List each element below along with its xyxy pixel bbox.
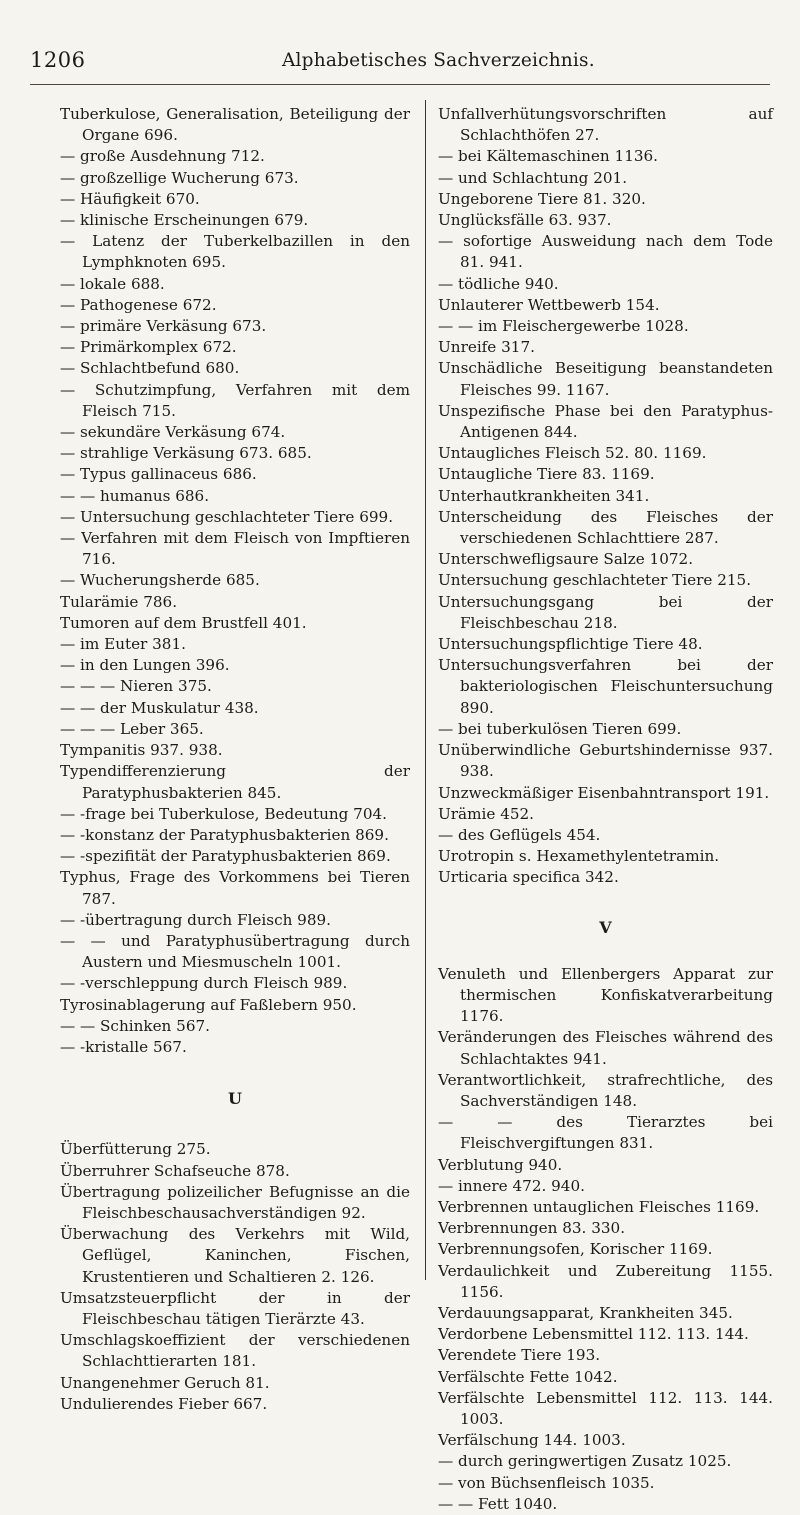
index-entry: — -konstanz der Paratyphusbakterien 869. (60, 825, 389, 844)
index-entry: Tularämie 786. (60, 592, 178, 611)
index-entry: — Verfahren mit dem Fleisch von Impftieren 716. (60, 529, 410, 569)
index-entry: — — des Tierarztes bei Fleischvergiftungen 831. (438, 1113, 773, 1153)
index-entry: — von Büchsenfleisch 1035. (438, 1473, 655, 1492)
index-entry: — durch geringwertigen Zusatz 1025. (438, 1452, 732, 1471)
index-entry: — Pathogenese 672. (60, 295, 217, 314)
index-entry: Verdaulichkeit und Zubereitung 1155. 1156. (438, 1261, 773, 1301)
index-entry: Überfütterung 275. (60, 1140, 211, 1159)
index-entry: — große Ausdehnung 712. (60, 147, 265, 166)
index-entry: Unschädliche Beseitigung beanstandeten Fleisches 99. 1167. (438, 359, 773, 399)
index-entry: — sekundäre Verkäsung 674. (60, 423, 286, 442)
index-entry: Verbrennen untauglichen Fleisches 1169. (438, 1197, 760, 1216)
index-entry: — -verschleppung durch Fleisch 989. (60, 974, 348, 993)
index-entry: — in den Lungen 396. (60, 656, 230, 675)
index-entry: Verbrennungen 83. 330. (438, 1219, 626, 1238)
index-entry: Urticaria specifica 342. (438, 868, 619, 887)
index-group-v (438, 964, 773, 1515)
index-entry: Unlauterer Wettbewerb 154. (438, 295, 660, 314)
index-entry: Urämie 452. (438, 804, 535, 823)
index-entry: Tumoren auf dem Brustfell 401. (60, 613, 307, 632)
page-header (30, 48, 770, 85)
index-entry: Tympanitis 937. 938. (60, 741, 223, 760)
index-entry: — -spezifität der Paratyphusbakterien 869. (60, 847, 391, 866)
index-entry: Verfälschte Fette 1042. (438, 1367, 618, 1386)
index-entry: Untersuchungsverfahren bei der bakteriologischen Fleischuntersuchung 890. (438, 656, 773, 717)
section-heading-v: V (599, 917, 612, 937)
index-entry: — Untersuchung geschlachteter Tiere 699. (60, 507, 394, 526)
index-entry: — Typus gallinaceus 686. (60, 465, 257, 484)
index-entry: — — humanus 686. (60, 486, 210, 505)
column-divider (425, 100, 426, 1280)
index-entry: Ungeborene Tiere 81. 320. (438, 189, 646, 208)
index-entry: — großzellige Wucherung 673. (60, 168, 299, 187)
index-group-t (60, 104, 410, 1058)
index-entry: Verantwortlichkeit, strafrechtliche, des Sachverständigen 148. (438, 1070, 773, 1110)
index-entry: Unreife 317. (438, 338, 535, 357)
index-entry: — des Geflügels 454. (438, 825, 601, 844)
index-entry: Veränderungen des Fleisches während des Schlachtaktes 941. (438, 1028, 773, 1068)
index-entry: Undulierendes Fieber 667. (60, 1394, 268, 1413)
index-entry: Tuberkulose, Generalisation, Beteiligung der Organe 696. (60, 105, 410, 145)
index-entry: — tödliche 940. (438, 274, 559, 293)
index-entry: — -kristalle 567. (60, 1037, 187, 1056)
index-entry: Unüberwindliche Geburtshindernisse 937. 938. (438, 741, 773, 781)
index-entry: — Schutzimpfung, Verfahren mit dem Fleisch 715. (60, 380, 410, 420)
index-entry: — — und Paratyphusübertragung durch Austern und Miesmuscheln 1001. (60, 931, 410, 972)
index-entry: Untersuchung geschlachteter Tiere 215. (438, 571, 752, 590)
index-entry: Untersuchungspflichtige Tiere 48. (438, 635, 703, 654)
index-entry: Verdauungsapparat, Krankheiten 345. (438, 1303, 733, 1322)
index-entry: — -übertragung durch Fleisch 989. (60, 910, 331, 929)
index-entry: Unspezifische Phase bei den Paratyphus-Antigenen 844. (438, 401, 773, 442)
index-entry: — Schlachtbefund 680. (60, 359, 240, 378)
index-entry: — Häufigkeit 670. (60, 189, 200, 208)
index-entry: Überruhrer Schafseuche 878. (60, 1161, 290, 1180)
index-entry: — sofortige Ausweidung nach dem Tode 81. 941. (438, 232, 773, 272)
index-entry: Überwachung des Verkehrs mit Wild, Geflügel, Kaninchen, Fischen, Krustentieren und Schaltieren 2. 126. (60, 1225, 410, 1286)
running-title: Alphabetisches Sachverzeichnis. (282, 50, 595, 71)
index-column-left (60, 104, 410, 1415)
index-entry: — innere 472. 940. (438, 1176, 585, 1195)
index-entry: — Primärkomplex 672. (60, 338, 237, 357)
index-entry: — bei tuberkulösen Tieren 699. (438, 719, 682, 738)
index-entry: Verblutung 940. (438, 1155, 563, 1174)
index-entry: Unzweckmäßiger Eisenbahntransport 191. (438, 783, 770, 802)
index-group-u (60, 1139, 410, 1415)
section-heading-u: U (228, 1089, 242, 1109)
index-entry: — lokale 688. (60, 274, 165, 293)
index-entry: — — Fett 1040. (438, 1494, 558, 1513)
index-entry: — -frage bei Tuberkulose, Bedeutung 704. (60, 804, 387, 823)
index-entry: — — — Leber 365. (60, 719, 204, 738)
index-entry: Übertragung polizeilicher Befugnisse an die Fleischbeschausachverständigen 92. (60, 1182, 410, 1222)
index-entry: — — — Nieren 375. (60, 677, 212, 696)
index-entry: Unterscheidung des Fleisches der verschiedenen Schlachttiere 287. (438, 507, 773, 548)
index-entry: Typhus, Frage des Vorkommens bei Tieren 787. (60, 868, 410, 908)
page-number: 1206 (30, 48, 86, 72)
index-entry: Umschlagskoeffizient der verschiedenen Schlachttierarten 181. (60, 1331, 410, 1371)
index-entry: Venuleth und Ellenbergers Apparat zur thermischen Konfiskatverarbeitung 1176. (438, 964, 773, 1026)
index-entry: Tyrosinablagerung auf Faßlebern 950. (60, 995, 357, 1014)
index-entry: — bei Kältemaschinen 1136. (438, 147, 659, 166)
index-entry: — — Schinken 567. (60, 1016, 210, 1035)
index-entry: Unangenehmer Geruch 81. (60, 1373, 270, 1392)
index-entry: Typendifferenzierung der Paratyphusbakterien 845. (60, 762, 410, 802)
index-entry: Verendete Tiere 193. (438, 1346, 601, 1365)
index-entry: — Latenz der Tuberkelbazillen in den Lymphknoten 695. (60, 232, 410, 272)
index-entry: — strahlige Verkäsung 673. 685. (60, 444, 312, 463)
index-group-u-continued (438, 104, 773, 889)
index-entry: — primäre Verkäsung 673. (60, 317, 267, 336)
index-entry: Urotropin s. Hexamethylentetramin. (438, 847, 720, 866)
index-entry: Unterhautkrankheiten 341. (438, 486, 650, 505)
index-entry: Unterschwefligsaure Salze 1072. (438, 550, 694, 569)
index-entry: — klinische Erscheinungen 679. (60, 211, 309, 230)
index-entry: Untersuchungsgang bei der Fleischbeschau 218. (438, 592, 773, 632)
index-entry: Untaugliches Fleisch 52. 80. 1169. (438, 444, 707, 463)
index-entry: — und Schlachtung 201. (438, 168, 628, 187)
index-entry: Verdorbene Lebensmittel 112. 113. 144. (438, 1325, 749, 1344)
index-entry: Unglücksfälle 63. 937. (438, 211, 612, 230)
index-entry: — — der Muskulatur 438. (60, 698, 259, 717)
index-entry: Unfallverhütungsvorschriften auf Schlachthöfen 27. (438, 105, 773, 145)
index-entry: Verfälschte Lebensmittel 112. 113. 144. 1003. (438, 1388, 773, 1428)
index-entry: Verbrennungsofen, Korischer 1169. (438, 1240, 713, 1259)
index-entry: Verfälschung 144. 1003. (438, 1431, 626, 1450)
index-entry: — Wucherungsherde 685. (60, 571, 260, 590)
index-entry: — — im Fleischergewerbe 1028. (438, 317, 689, 336)
index-column-right (438, 104, 773, 1515)
index-entry: — im Euter 381. (60, 635, 186, 654)
index-entry: Umsatzsteuerpflicht der in der Fleischbeschau tätigen Tierärzte 43. (60, 1288, 410, 1328)
index-entry: Untaugliche Tiere 83. 1169. (438, 465, 655, 484)
